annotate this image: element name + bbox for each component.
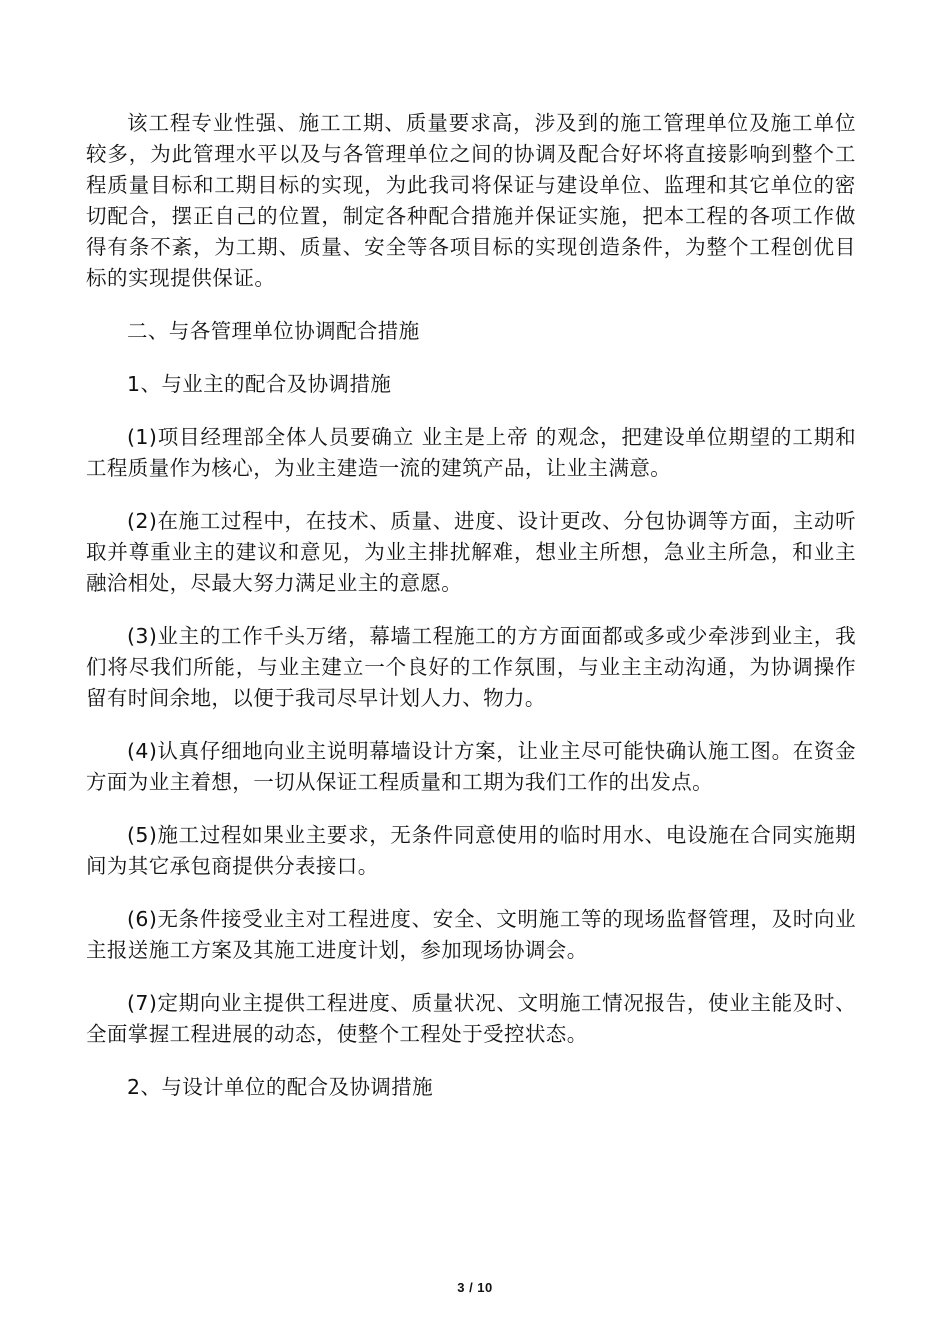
- list-item: (4)认真仔细地向业主说明幕墙设计方案，让业主尽可能快确认施工图。在资金方面为业主着想，一切从保证工程质量和工期为我们工作的出发点。: [86, 739, 856, 794]
- list-item: (6)无条件接受业主对工程进度、安全、文明施工等的现场监督管理，及时向业主报送施工方案及其施工进度计划，参加现场协调会。: [86, 907, 856, 962]
- list-item: (5)施工过程如果业主要求，无条件同意使用的临时用水、电设施在合同实施期间为其它承包商提供分表接口。: [86, 823, 856, 878]
- intro-paragraph: 该工程专业性强、施工工期、质量要求高，涉及到的施工管理单位及施工单位较多，为此管理水平以及与各管理单位之间的协调及配合好坏将直接影响到整个工程质量目标和工期目标的实现，为此我司将保证与建设单位、监理和其它单位的密切配合，摆正自己的位置，制定各种配合措施并保证实施，把本工程的各项工作做得有条不紊，为工期、质量、安全等各项目标的实现创造条件，为整个工程创优目标的实现提供保证。: [86, 111, 856, 290]
- list-item: (3)业主的工作千头万绪，幕墙工程施工的方方面面都或多或少牵涉到业主，我们将尽我们所能，与业主建立一个良好的工作氛围，与业主主动沟通，为协调操作留有时间余地，以便于我司尽早计划人力、物力。: [86, 624, 856, 710]
- subsection-heading: 1、与业主的配合及协调措施: [127, 372, 392, 396]
- list-item: (2)在施工过程中，在技术、质量、进度、设计更改、分包协调等方面，主动听取并尊重业主的建议和意见，为业主排扰解难，想业主所想，急业主所急，和业主融洽相处，尽最大努力满足业主的意愿。: [86, 509, 856, 595]
- section-heading: 二、与各管理单位协调配合措施: [127, 319, 420, 343]
- list-item: (7)定期向业主提供工程进度、质量状况、文明施工情况报告，使业主能及时、全面掌握工程进展的动态，使整个工程处于受控状态。: [86, 991, 856, 1046]
- document-body: [86, 108, 856, 1103]
- subsection-heading: 2、与设计单位的配合及协调措施: [127, 1075, 434, 1099]
- page-number: 3 / 10: [457, 1280, 493, 1295]
- list-item: (1)项目经理部全体人员要确立 业主是上帝 的观念，把建设单位期望的工期和工程质量作为核心，为业主建造一流的建筑产品，让业主满意。: [86, 425, 856, 480]
